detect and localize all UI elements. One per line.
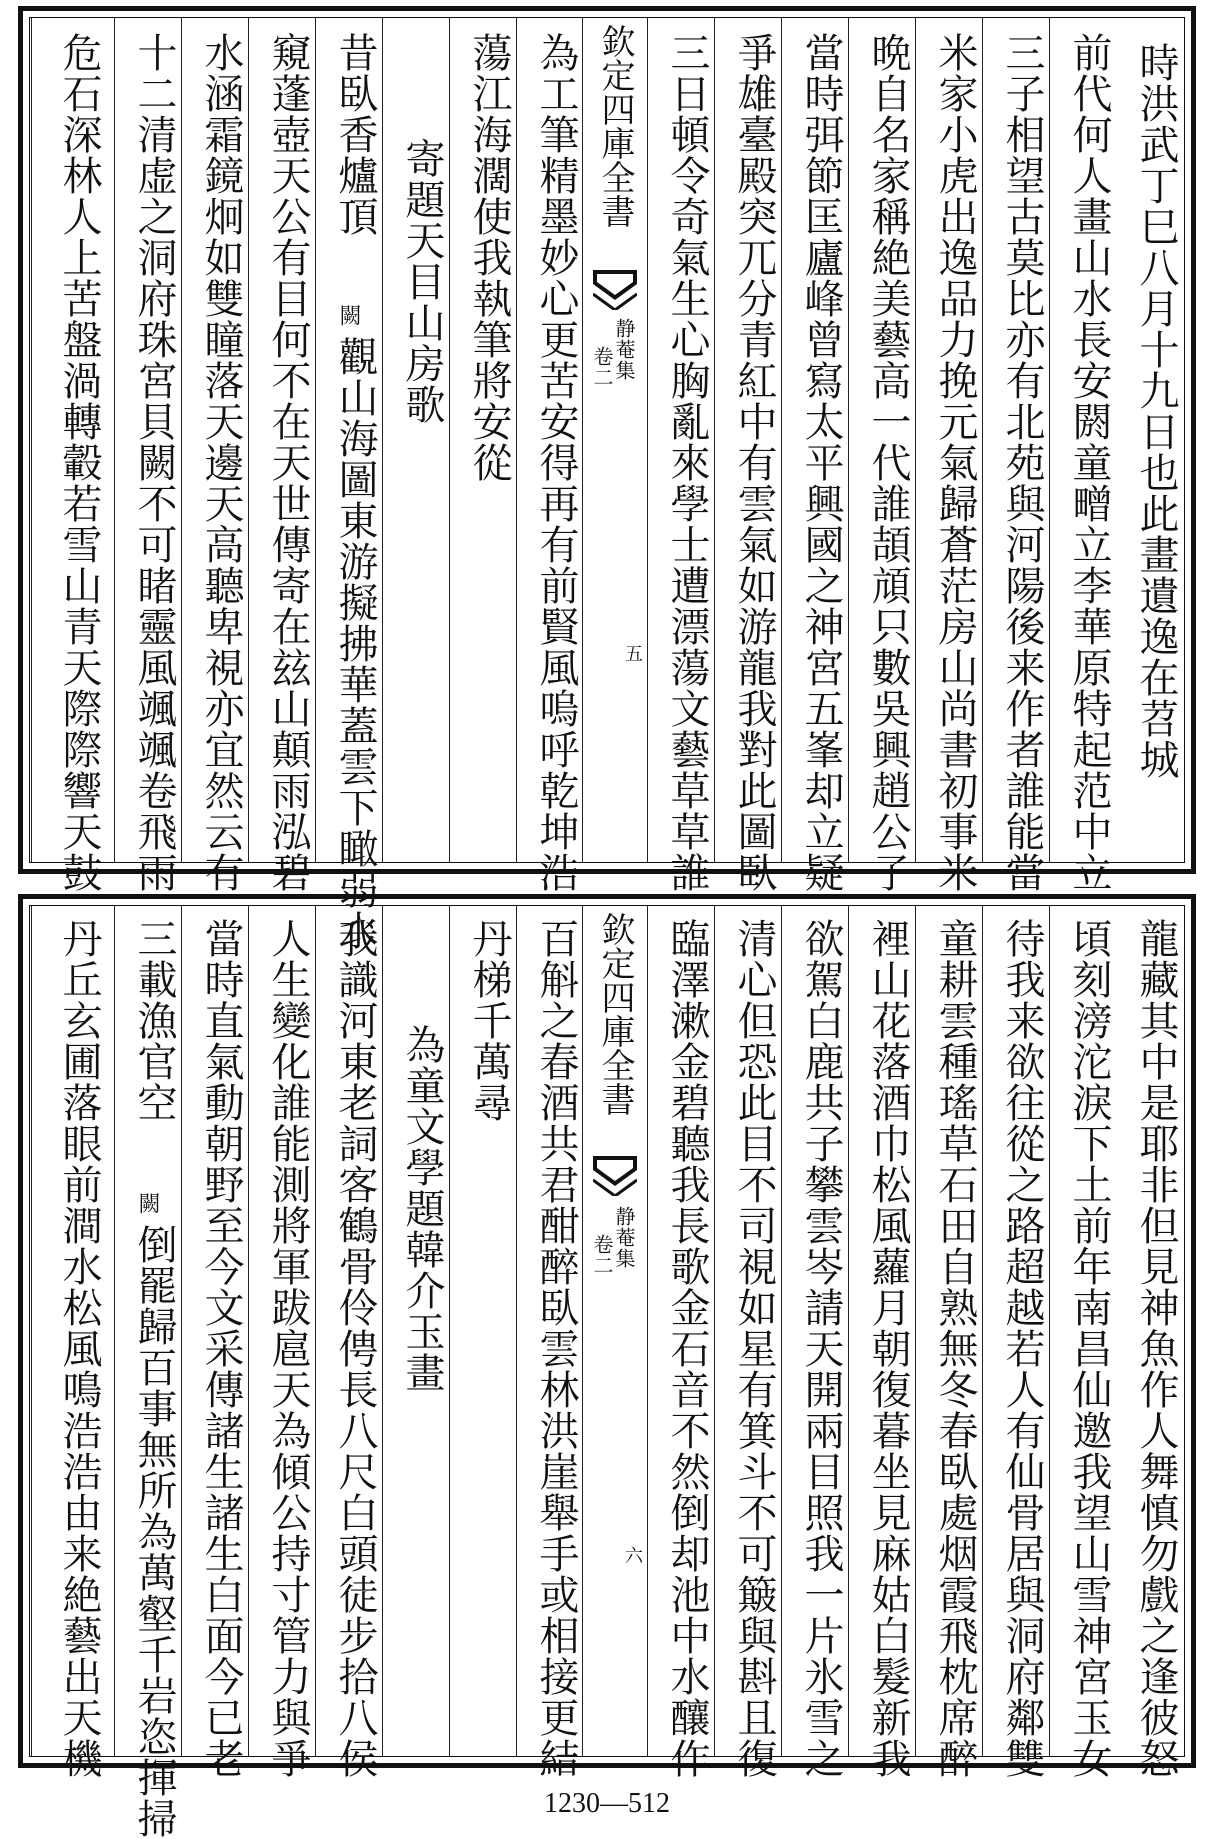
text-column: 蕩江海濶使我執筆將安從 [466, 32, 512, 483]
text-column: 為工筆精墨妙心更苦安得再有前賢風嗚呼乾坤浩 [533, 32, 579, 893]
center-page-number: 五 [622, 644, 643, 663]
text-column: 頃刻滂沱淚下土前年南昌仙邀我望山雪神宮玉女 [1066, 918, 1112, 1779]
column [714, 906, 782, 1779]
text-column: 三子相望古莫比亦有北苑與河陽後来作者誰能當 [999, 32, 1045, 893]
column [714, 18, 782, 893]
column [114, 18, 182, 893]
column [647, 18, 715, 893]
center-title: 欽定四庫全書 [595, 24, 635, 228]
center-page-number: 六 [622, 1546, 643, 1565]
page-top [18, 6, 1196, 951]
center-fold [582, 906, 648, 1756]
center-title: 欽定四庫全書 [595, 912, 635, 1116]
text-column: 三日頓令奇氣生心胸亂來學士遭漂蕩文藝草草誰 [664, 32, 710, 893]
center-book-name: 静菴集 [612, 318, 636, 381]
text-column: 晩自名家稱絶美藝高一代誰頡頏只數吳興趙公子 [865, 32, 911, 893]
text-column: 我識河東老詞客鶴骨伶俜長八尺白頭徒步拾八侯 [332, 918, 378, 1779]
text-column: 危石深林人上苦盤渦轉轂若雪山青天際際響天鼓 [56, 32, 102, 893]
text-column: 前代何人畫山水長安閼童㽪立李華原特起范中立 [1066, 32, 1112, 893]
poem-title: 為童文學題韓介玉畫 [399, 1024, 445, 1393]
column [449, 18, 517, 862]
que-mark: 闕 [135, 1192, 160, 1215]
column [181, 906, 249, 1779]
column [31, 906, 115, 1779]
text-column: 丹梯千萬尋 [466, 918, 512, 1123]
text-column: 爭雄臺殿突兀分青紅中有雲氣如游龍我對此圖臥 [731, 32, 777, 893]
que-mark: 闕 [336, 304, 361, 327]
text-column: 人生變化誰能測將軍跋扈天為傾公持寸管力與爭 [265, 918, 311, 1779]
text-column: 十二清虚之洞府珠宮貝闕不可睹靈風颯颯卷飛雨 [131, 32, 177, 893]
column [915, 18, 983, 893]
center-juan: 卷二 [590, 346, 614, 388]
column [516, 906, 584, 1779]
column [781, 906, 849, 1779]
column [315, 18, 383, 951]
column [449, 906, 517, 1756]
text-column-cont: 觀山海圖東游擬拂華蓋雲下瞰弱水 [332, 336, 378, 951]
text-column: 窺蓬壺天公有目何不在天世傳寄在玆山顛雨泓碧 [265, 32, 311, 893]
text-column: 丹丘玄圃落眼前澗水松風鳴浩浩由来絶藝出天機 [56, 918, 102, 1779]
column [248, 18, 316, 893]
column [382, 18, 450, 862]
column [848, 18, 916, 893]
column [915, 906, 983, 1779]
column [1049, 906, 1117, 1779]
column [1049, 18, 1117, 893]
text-column: 臨澤漱金碧聽我長歌金石音不然倒却池中水釀作 [664, 918, 710, 1779]
column [181, 18, 249, 893]
text-column: 裡山花落酒巾松風蘿月朝復暮坐見麻姑白髮新我 [865, 918, 911, 1779]
text-column: 時洪武丁巳八月十九日也此畫遺逸在苕城 [1133, 42, 1179, 780]
column [982, 18, 1050, 893]
column [31, 18, 115, 893]
center-fold [582, 18, 648, 862]
page-top-frame [29, 17, 1185, 951]
text-column: 水涵霜鏡炯如雙瞳落天邊天高聽卑視亦宜然云有 [198, 32, 244, 893]
column [315, 906, 383, 1779]
poem-title: 寄題天目山房歌 [399, 138, 445, 425]
fish-tail-mark-icon [593, 1156, 637, 1196]
column [781, 18, 849, 893]
column [114, 906, 182, 1839]
text-column: 清心但恐此目不司視如星有箕斗不可簸與斟且復 [731, 918, 777, 1779]
column [382, 906, 450, 1756]
text-column: 昔臥香爐頂 [332, 32, 378, 237]
text-column: 欲駕白鹿共子攀雲岑請天開兩目照我一片氷雪之 [798, 918, 844, 1779]
text-column: 百斛之春酒共君酣醉臥雲林洪崖舉手或相接更結 [533, 918, 579, 1779]
column [248, 906, 316, 1779]
column [1117, 18, 1184, 862]
column [848, 906, 916, 1779]
column [982, 906, 1050, 1779]
text-column: 童耕雲種瑤草石田自熟無冬春臥處烟霞飛枕席醉 [932, 918, 978, 1779]
column [516, 18, 584, 893]
text-column: 米家小虎出逸品力挽元氣歸蒼茫房山尚書初事米 [932, 32, 978, 893]
footer-page-code: 1230—512 [544, 1788, 670, 1819]
text-column: 三載漁官空 [131, 918, 177, 1123]
text-column: 當時直氣動朝野至今文采傳諸生諸生白面今已老 [198, 918, 244, 1779]
text-column-cont: 倒罷歸百事無所為萬壑千岩恣揮掃 [131, 1224, 177, 1839]
fish-tail-mark-icon [593, 270, 637, 310]
text-column: 當時弭節匡廬峰曾寫太平興國之神宮五峯却立疑 [798, 32, 844, 893]
column [647, 906, 715, 1779]
text-column: 待我来欲往從之路超越若人有仙骨居與洞府鄰雙 [999, 918, 1045, 1779]
center-book-name: 静菴集 [612, 1206, 636, 1269]
text-column: 龍藏其中是耶非但見神魚作人舞慎勿戲之逢彼怒 [1133, 918, 1179, 1779]
column [1117, 906, 1184, 1779]
center-juan: 卷二 [590, 1234, 614, 1276]
